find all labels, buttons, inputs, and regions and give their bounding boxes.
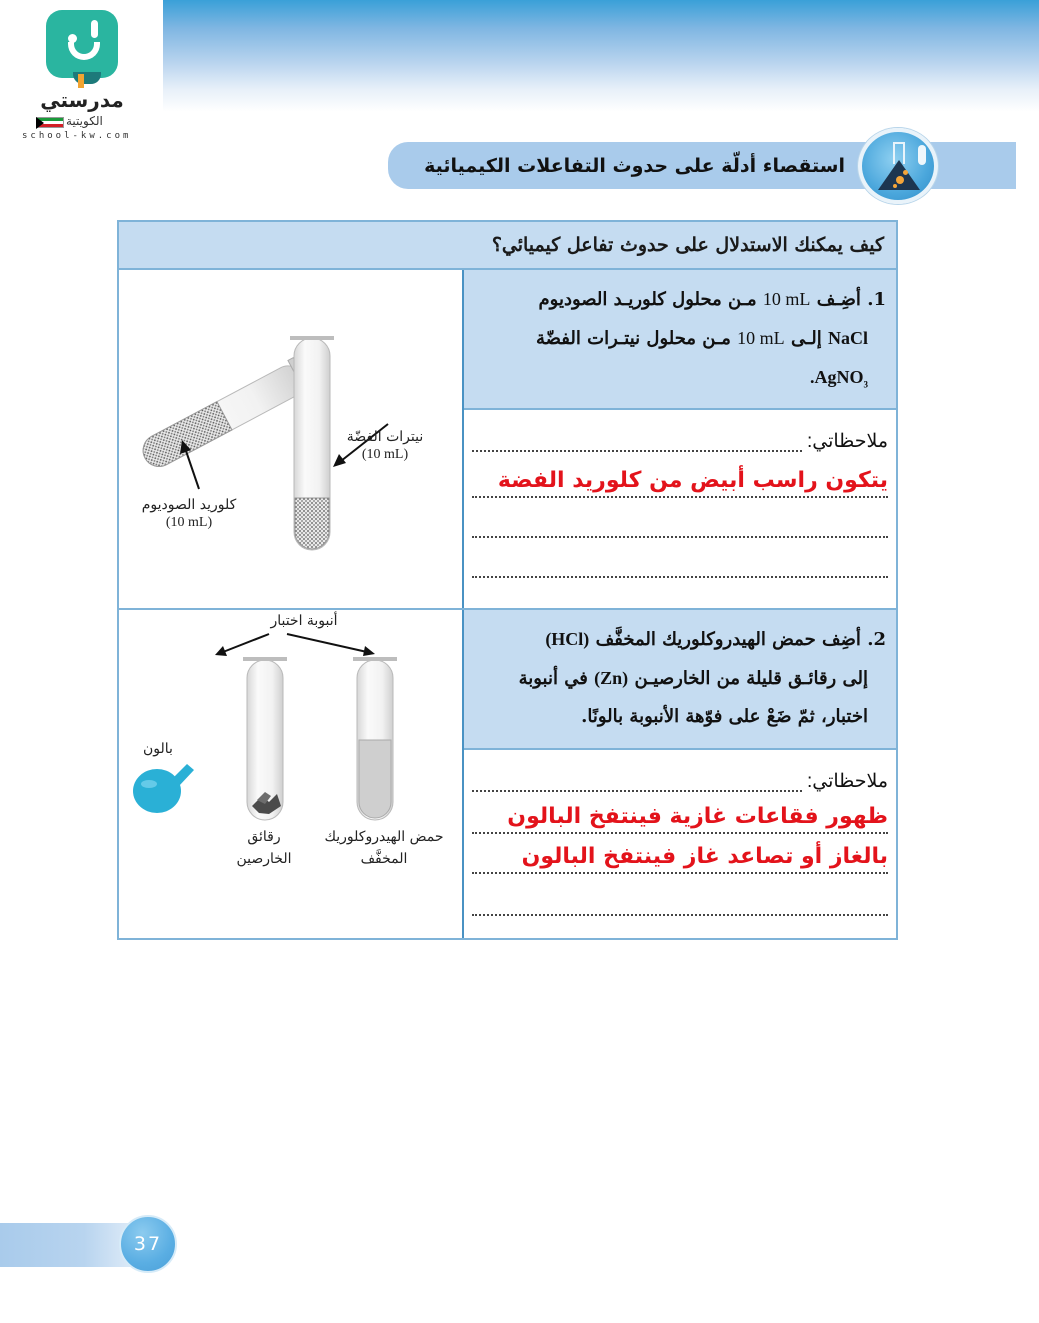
step-1-observations bbox=[464, 410, 896, 608]
chem-formula: NaCl bbox=[828, 328, 868, 348]
worksheet-question: كيف يمكنك الاستدلال على حدوث تفاعل كيميائي؟ bbox=[119, 222, 896, 270]
step-number: 1. bbox=[867, 289, 886, 310]
test-tube-label: أنبوبة اختبار bbox=[270, 613, 338, 629]
logo-url: school-kw.com bbox=[22, 131, 132, 141]
answer-line[interactable] bbox=[472, 914, 888, 916]
chem-formula: .AgNO$_3$ bbox=[810, 367, 868, 390]
chem-formula: (Zn) bbox=[594, 668, 629, 688]
acid-label: حمض الهيدروكلوريك المخفَّف bbox=[324, 829, 444, 867]
answer-line[interactable] bbox=[472, 496, 888, 498]
logo-mark-icon bbox=[46, 10, 118, 78]
observations-label: ملاحظاتي: bbox=[806, 431, 888, 452]
zinc-test-tube-icon bbox=[243, 657, 287, 820]
answer-text: بالغاز أو تصاعد غاز فينتفخ البالون bbox=[521, 844, 888, 869]
balloon-label: بالون bbox=[143, 741, 173, 757]
tilted-test-tube-icon bbox=[136, 358, 311, 475]
page-number: 37 bbox=[119, 1215, 177, 1273]
worksheet-table bbox=[117, 220, 898, 940]
observations-label: ملاحظاتي: bbox=[806, 771, 888, 792]
pencil-icon bbox=[78, 74, 84, 88]
header-banner bbox=[163, 0, 1039, 112]
step-2-observations bbox=[464, 750, 896, 938]
sodium-chloride-label: كلوريد الصوديوم (10 mL) bbox=[141, 497, 237, 530]
illustration-silver-nitrate-reaction bbox=[119, 270, 462, 608]
acid-test-tube-icon bbox=[353, 657, 397, 820]
logo-subtitle: الكويتية bbox=[66, 114, 103, 128]
site-logo[interactable] bbox=[0, 0, 163, 160]
logo-name: مدرستي bbox=[40, 88, 124, 112]
answer-text: ظهور فقاعات غازية فينتفخ البالون bbox=[507, 804, 888, 829]
illustration-zinc-acid-reaction bbox=[119, 610, 462, 938]
balloon-icon bbox=[133, 764, 194, 813]
step-2-instruction: 2. أضِف حمض الهيدروكلوريك المخفَّف (HCl) إلى رقائـق قليلة من الخارصيـن (Zn) في أنبوبة اختبار، ثمّ ضَعْ على فوّهة الأنبوبة بالونًا. bbox=[464, 610, 896, 750]
arrow-icon bbox=[185, 448, 199, 489]
step-1-instruction: 1. أضِـف 10 mL مـن محلول كلوريـد الصوديوم NaCl إلـى 10 mL مـن محلول نيتـرات الفضّة .AgNO$_3$ bbox=[464, 270, 896, 410]
silver-nitrate-label: نيترات الفضّة (10 mL) bbox=[346, 429, 424, 462]
kuwait-flag-icon bbox=[36, 117, 64, 128]
test-tubes-balloon-illustration bbox=[119, 610, 462, 938]
answer-line[interactable] bbox=[472, 576, 888, 578]
zinc-label: رقائق الخارصين bbox=[236, 829, 292, 867]
answer-line[interactable] bbox=[472, 536, 888, 538]
answer-line[interactable] bbox=[472, 832, 888, 834]
chem-formula: (HCl) bbox=[545, 629, 590, 649]
step-number: 2. bbox=[867, 629, 886, 650]
answer-text: يتكون راسب أبيض من كلوريد الفضة bbox=[497, 468, 888, 493]
section-title: استقصاء أدلّة على حدوث التفاعلات الكيميائية bbox=[424, 155, 845, 177]
answer-line[interactable] bbox=[472, 872, 888, 874]
